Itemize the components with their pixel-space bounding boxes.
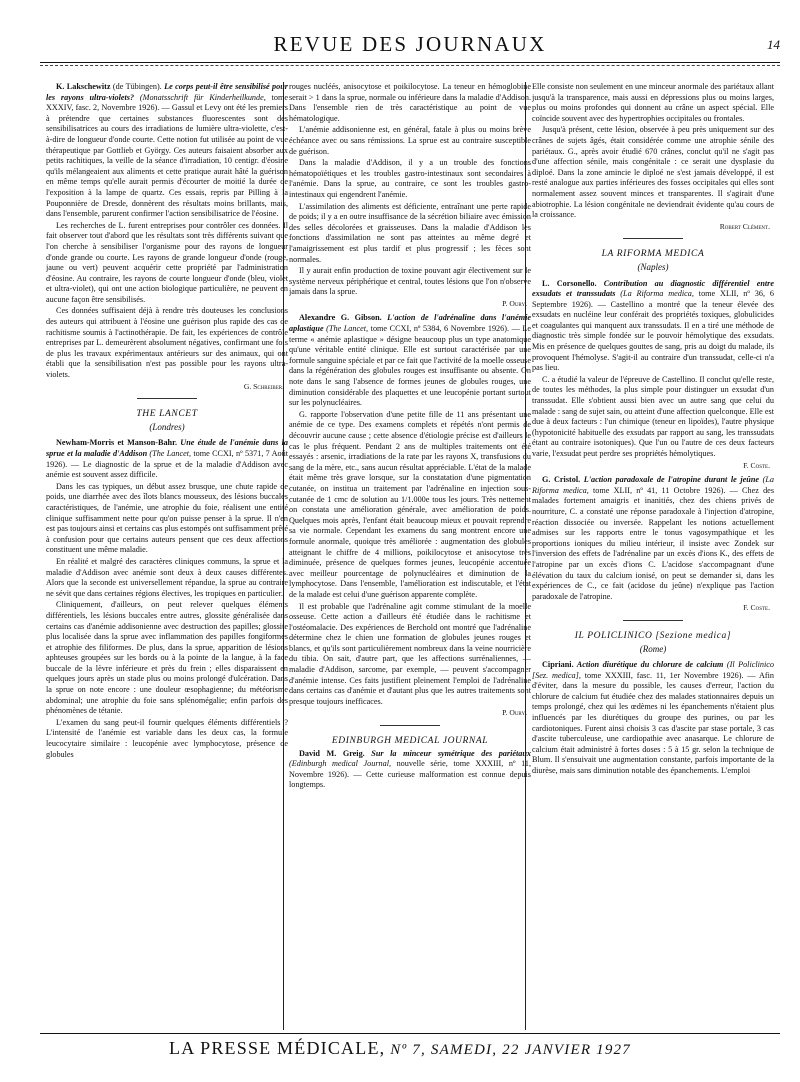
paragraph: En réalité et malgré des caractères cliniques communs, la sprue et la maladie d'Addison avec anémie sont deux à deux causes différentes. Alors que la seconde est universellement répandue, la sprue au contraire ne sévit que dans certaines régions électives, les tropiques en particulier. — [46, 556, 288, 598]
paragraph: Elle consiste non seulement en une minceur anormale des pariétaux allant jusqu'à la transparence, mais aussi en dépressions plus ou moins larges, plus ou moins profondes qui donnent au crâne un aspect spécial. Elle coïncide souvent avec des hypertrophies occipitales ou frontales. — [532, 82, 774, 123]
article-signature: Robert Clément. — [719, 221, 770, 231]
article-entry — [46, 438, 288, 480]
article-body: tome XXXIII, fasc. 11, 1er Novembre 1926). — Afin d'éviter, dans la mesure du possible, les causes d'erreur, l'action du chlorure de calcium fut étudiée chez des malades stationnaires depuis un temps prolongé, chez qui les œdèmes ni les épanchements n'étaient plus influencés par les diurétiques du groupe des purines, ou par les cardiotoniques. Furent ainsi choisis 3 cas d'ascite par stase portale, 3 cas d'ascite tuberculeuse, une cardiopathie avec anasarque. Le chlorure de calcium était administré à fortes doses : 5 à 15 gr. selon la technique de Blum. Il s'ensuivait une augmentation constante, parfois importante de la diurèse, mais sans diminution notable des épanchements. L'emploi — [532, 670, 774, 776]
article-author: Newham-Morris et Manson-Bahr. — [56, 438, 178, 448]
article-entry — [532, 475, 774, 602]
page-header — [40, 30, 780, 70]
article-author: L. Corsonello. — [542, 278, 597, 288]
section-divider — [623, 238, 683, 239]
section-subtitle: (Naples) — [637, 261, 669, 272]
section-title: LA RIFORMA MEDICA — [601, 249, 705, 260]
article-signature: F. Coste. — [743, 603, 770, 613]
section-title: EDINBURGH MEDICAL JOURNAL — [331, 736, 489, 747]
paragraph: Dans les cas typiques, un début assez brusque, une chute rapide de poids, une diarrhée avec des îlots blancs mousseux, des lésions buccales caractéristiques, de l'anémie, une atrophie du foie, réalisent une entité clinique suffisamment nette pour qu'on puisse penser à la sprue. Il n'en est pas toujours ainsi et certains cas plus estompés ont suffisamment prêté à confusion pour que certains auteurs pensent que ces deux affections constituent une même maladie. — [46, 481, 288, 555]
paragraph: Dans la maladie d'Addison, il y a un trouble des fonctions hématopoïétiques et les troubles gastro-intestinaux sont secondaires à l'anémie. Dans la sprue, au contraire, ce sont les troubles gastro-intestinaux qui engendrent l'anémie. — [289, 158, 531, 199]
article-citation: (Il Policlinico [Sez. medica], — [532, 660, 774, 680]
article-body: tome XLII, nº 36, 6 Septembre 1926). — Castellino a montré que la teneur élevée des exsudats en nucléine leur conférait des propriétés toxiques, globulicides et coagulantes qui manquent aux transsudats. Il en a tiré une méthode de diagnostic très simple fondée sur le pouvoir hémolytique des exsudats. Mis en présence de quelques gouttes de sang, pris au doigt du malade, ils provoquent l'hémolyse. S'agit-il au contraire d'un transsudat, celle-ci n'a pas lieu. — [532, 289, 774, 373]
article-author: Alexandre G. Gibson. — [299, 313, 382, 323]
section-subtitle: (Rome) — [639, 643, 667, 654]
article-citation: (La Riforma medica, — [615, 289, 694, 299]
footer-rule — [40, 1033, 780, 1034]
page-footer — [60, 1038, 740, 1066]
article-entry — [46, 82, 288, 220]
paragraph: C. a étudié la valeur de l'épreuve de Castellino. Il conclut qu'elle reste, de toutes les méthodes, la plus simple pour distinguer un exsudat d'un transsudat. Elle s'obtient aussi bien avec un autre sang que celui du malade : sang de sujet sain, ou atteint d'une affection quelconque. Elle est due à deux facteurs : l'un chimique (teneur en lipoïdes), l'autre physique (hypotonicité habituelle des exsudats par rapport au sang, les transsudats étant au contraire isotoniques). Que l'un ou l'autre de ces deux facteurs varie, l'exsudat peut perdre ses propriétés hémolytiques. — [532, 374, 774, 458]
header-rule — [40, 62, 780, 66]
article-entry — [289, 749, 531, 791]
article-title: Une étude de l'anémie dans la sprue et la maladie d'Addison — [46, 438, 288, 458]
article-body: tome XXXIV, fasc. 2, Novembre 1926). — Gassul et Levy ont été les premiers à prétendre que certaines substances fluorescentes sont des sensibilisatrices au cours des irradiations de lumière ultra-violette, c'est-à-dire de longueur d'onde courte. Cette notion fut utilisée au point de vue thérapeutique par Gottlieb et György. Ces auteurs faisaient absorber aux petits rachitiques, la veille de la séance d'irradiation, 10 centigr. d'éosine qu'ils mélangeaient aux aliments et cette pratique aurait hâté la guérison en même temps qu'elle aurait permis d'écourter de moitié la durée de l'exposition à la lampe de quartz. Ces essais, repris par Pilling à la Pouponnière de Dresde, donnèrent des résultats moins brillants, mais, dans l'ensemble, parurent confirmer l'action sensibilisatrice de l'éosine. — [46, 92, 288, 219]
article-entry — [289, 313, 531, 408]
author-affiliation: (de Tübingen). — [110, 82, 165, 91]
article-signature: P. Oury. — [502, 298, 527, 308]
paragraph: rouges nucléés, anisocytose et poikilocytose. La teneur en hémoglobine serait > 1 dans la sprue, normale ou inférieure dans la maladie d'Addison. Dans l'ensemble rien de très caractéristique au point de vue hématologique. — [289, 82, 531, 123]
journal-section-title: REVUE DES JOURNAUX — [273, 32, 547, 56]
column-1 — [46, 82, 288, 1030]
section-divider — [623, 620, 683, 621]
article-title: Contribution au diagnostic différentiel entre exsudats et transsudats — [532, 278, 774, 299]
article-author: G. Cristol. — [542, 475, 581, 485]
article-signature: P. Oury. — [502, 708, 527, 718]
article-title: Action diurétique du chlorure de calcium — [573, 660, 724, 670]
paragraph: Il y aurait enfin production de toxine pouvant agir électivement sur le système nerveux périphérique et central, toutes lésions que l'on n'observe jamais dans la sprue. — [289, 266, 531, 297]
paragraph: L'assimilation des aliments est déficiente, entraînant une perte rapide de poids; il y a en outre insuffisance de la sécrétion biliaire avec émission des selles décolorées et graisseuses. Dans la maladie d'Addison les fonctions d'assimilation ne sont pas atteintes au même degré et l'amaigrissement est plus tardif et plus progressif ; les fèces sont normales. — [289, 201, 531, 264]
paragraph: L'examen du sang peut-il fournir quelques éléments différentiels ? L'intensité de l'anémie est variable dans les deux cas, la formule leucocytaire similaire : leucopénie avec lymphocytose, présence de globules — [46, 717, 288, 759]
paragraph: Jusqu'à présent, cette lésion, observée à peu près uniquement sur des crânes de sujets âgés, était considérée comme une atrophie sénile des pariétaux. G., après avoir étudié 670 crânes, conclut qu'il ne s'agit pas d'une affection sénile, mais congénitale : ce serait une dysplasie du diploé. Dans la zone amincie le diploé ne s'est jamais développé, il est resté analogue aux parties inférieures des fosses occipitales qui elles sont normalement assez souvent minces et transparentes. Il s'agirait d'une abiotrophie. La lésion congénitale ne deviendrait évidente qu'au cours de la croissance. — [532, 125, 774, 220]
paragraph: Il est probable que l'adrénaline agit comme stimulant de la moelle osseuse. Cette action a d'ailleurs été étudiée dans le rachitisme et l'ostéomalacie. Des expériences de Berchold ont montré que l'adrénaline détermine chez le chien une formation de globules jeunes rouges et blancs, et qu'ils sont particulièrement nombreux dans la veine nourricière du tibia. On sait, d'autre part, que les affections surrénaliennes, — maladie d'Addison, sarcome, par exemple, — peuvent s'accompagner d'anémie intense. Ces faits justifient pleinement l'emploi de l'adrénaline dans certains cas d'anémie et d'autant plus que les autres traitements sont presque toujours inefficaces. — [289, 601, 531, 706]
article-entry — [532, 279, 774, 374]
paragraph: G. rapporte l'observation d'une petite fille de 11 ans présentant une anémie de ce type. Des examens complets et répétés n'ont permis de découvrir aucune cause ; cette absence d'étiologie précise est d'ailleurs le cas le plus fréquent. Pendant 2 ans de multiples traitements ont été essayés : arsenic, irradiations de la rate par les rayons X, transfusions du sang de la mère, etc., sans aucun résultat appréciable. L'état de la malade était même très grave lorsque, sur la constatation d'une pigmentation cutanée, on institua un traitement par l'adrénaline en injection sous-cutanée de 1 cmc de solution au 1/1.000e tous les jours. Très nettement on constata une amélioration générale, avec amélioration de poids. Quelques mois après, l'enfant était beaucoup mieux et pouvait reprendre sa vie normale. Cependant les examens du sang montrent encore une formule anormale, quoique très améliorée : augmentation des globules atteignant le chiffre de 4 millions, poikilocytose et anisocytose très diminuée, présence de quelques formes jeunes, leucopénie accentuée avec meilleur pourcentage de polynucléaires et diminution de la lymphocytose. Dans l'ensemble, l'amélioration est indiscutable, et l'état de la malade est celui d'une guérison apparente complète. — [289, 409, 531, 599]
paragraph: L'anémie addisonienne est, en général, fatale à plus ou moins brève échéance avec ou sans rémissions. La sprue est au contraire susceptible de guérison. — [289, 125, 531, 156]
article-signature: F. Coste. — [743, 460, 770, 470]
section-title: THE LANCET — [136, 409, 198, 420]
article-body: tome CCXI, nº 5384, 6 Novembre 1926). — Le terme « anémie aplastique » désigne beaucoup plus un type anatomique qu'une véritable entité clinique. Elle est surtout caractérisée par une formule sanguine spéciale et par ce fait que l'activité de la moelle osseuse dans la régénération des globules rouges est insuffisante ou absente. On note dans le sang l'absence de formes jeunes de globules rouges, une diminution considérable des plaquettes et une leucopénie portant surtout sur les polynucléaires. — [289, 324, 531, 408]
paragraph: Ces données suffisaient déjà à rendre très douteuses les conclusions des auteurs qui attribuent à l'éosine une guérison plus rapide des cas de rachitisme soumis à l'actinothérapie. De fait, les expériences de contrôle entreprises par L. demeurèrent absolument négatives, confirmant une fois de plus les travaux expérimentaux antérieurs sur des animaux, qui ont établi que la sensibilisation n'est pas possible pour les rayons ultra-violets. — [46, 306, 288, 380]
article-title: L'action de l'adrénaline dans l'anémie aplastique — [289, 313, 531, 334]
article-body: tome CCXI, nº 5371, 7 Août 1926). — Le diagnostic de la sprue et de la maladie d'Addison avec anémie est souvent assez difficile. — [46, 449, 288, 480]
section-divider — [380, 725, 440, 726]
paragraph: Cliniquement, d'ailleurs, on peut relever quelques éléments différentiels, les lésions buccales entre autres, glossite généralisée dans certains cas d'anémie addisonienne avec destruction des papilles; glossite plus localisée dans la sprue avec inflammation des papilles fongiformes et atrophie des filiformes. De plus, dans la sprue, apparition de lésions aphteuses groupées sur les bords ou à la pointe de la langue, à la face buccale de la lèvre inférieure et près du frein ; elles disparaissent en quelques jours après un stade plus ou moins prolongé d'ulcération. Dans la sprue on note encore : une douleur œsophagienne; du météorisme abdominal; une atrophie du foie sans splénomégalie; enfin parfois des phénomènes de tétanie. — [46, 600, 288, 716]
article-citation: (Edinburgh medical Journal, — [289, 759, 392, 769]
article-author: K. Lakschewitz — [56, 82, 111, 91]
article-citation: (The Lancet, — [323, 324, 369, 334]
article-citation: (La Riforma medica, — [532, 475, 774, 495]
footer-journal-name: LA PRESSE MÉDICALE, — [169, 1038, 386, 1058]
footer-issue-date: Nº 7, SAMEDI, 22 JANVIER 1927 — [385, 1042, 631, 1058]
section-divider — [137, 398, 197, 399]
article-body: tome XLII, nº 41, 11 Octobre 1926). — Chez des malades fortement amaigris et inanitiés, chez des chiens privés de nourriture, C. a constaté une réponse paradoxale à l'injection d'atropine, réaction dissociée ou inversée. Rappelant les notions actuellement admises sur les rapports entre le tonus vagosympathique et les proportions ioniques du milieu intérieur, il insiste avec Zondek sur l'inversion des effets de l'adrénaline par un excès d'ions K., des effets de l'atropine par un excès d'ions C. L'acidose s'accompagnant d'une élévation du taux du calcium ionisé, on peut se demander si, dans les expériences de C., ce fait (acidose du jeûne) n'explique pas l'action paradoxale de l'atropine. — [532, 485, 774, 601]
section-subtitle: (Londres) — [149, 421, 185, 432]
article-author: David M. Greig. — [299, 748, 365, 758]
article-author: Cipriani. — [542, 660, 574, 670]
section-title: IL POLICLINICO [Sezione medica] — [574, 630, 732, 641]
column-2 — [289, 82, 531, 1030]
article-entry — [532, 660, 774, 777]
column-3 — [532, 82, 774, 1030]
page-number: 14 — [767, 37, 780, 52]
article-body: nouvelle série, tome XXXIII, nº 11, Novembre 1926). — Cette curieuse malformation est connue depuis longtemps. — [289, 759, 531, 790]
paragraph: Les recherches de L. furent entreprises pour contrôler ces données. Il fait observer tout d'abord que les résultats sont très différents suivant que l'on cherche à sensibiliser l'organisme pour des rayons de longueur d'onde grande ou courte. Les rayons de grande longueur d'onde (rouge, jaune ou vert) peuvent acquérir cette propriété par l'administration d'éosine. Au contraire, les rayons de courte longueur d'onde (bleu, violet et ultra-violet), qui ont une action biologique particulière, ne peuvent en aucune façon être sensibilisés. — [46, 220, 288, 304]
article-title: Sur la minceur symétrique des pariétaux — [364, 748, 531, 758]
article-title: Le corps peut-il être sensibilisé pour les rayons ultra-violets? — [46, 82, 288, 102]
article-title: L'action paradoxale de l'atropine durant le jeûne — [580, 475, 760, 485]
article-citation: (Monatsschrift für Kinderheilkunde, — [134, 92, 266, 102]
article-signature: G. Schreiber. — [243, 381, 284, 391]
article-citation: (The Lancet, — [147, 449, 192, 458]
